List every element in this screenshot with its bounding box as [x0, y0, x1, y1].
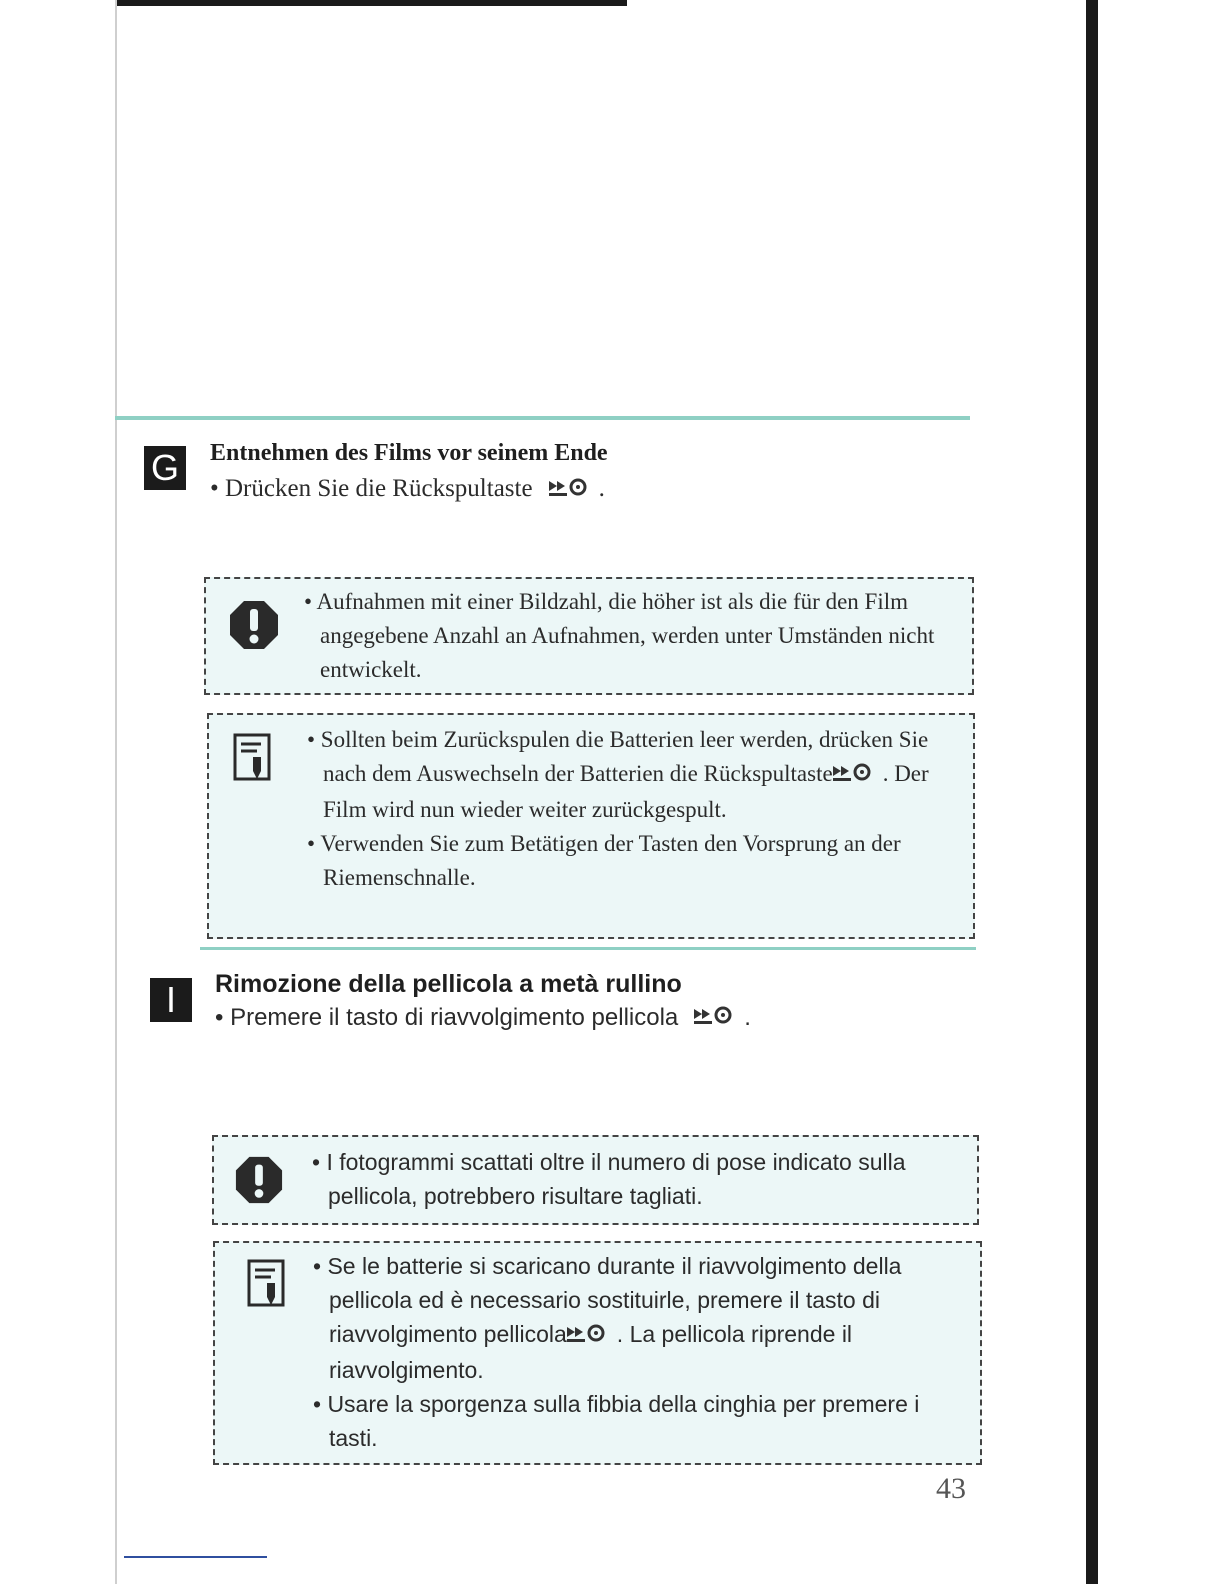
memo-item-1-text: • Se le batterie si scaricano durante il riavvolgimento della pellicola ed è necessario sostituirle, premere il tasto di riavvolgimento pellicola — [313, 1253, 902, 1347]
rewind-button-icon — [847, 759, 873, 793]
memo-icon — [233, 733, 273, 788]
language-badge-german: G — [144, 446, 186, 490]
rewind-button-icon — [581, 1319, 607, 1353]
caution-box-italian — [212, 1135, 979, 1225]
section-divider-german — [115, 416, 970, 420]
section-heading-italian: Rimozione della pellicola a metà rullino — [215, 970, 682, 998]
caution-box-german — [204, 577, 974, 695]
memo-box-german — [207, 713, 975, 939]
memo-item-1-end: . La pellicola riprende il riavvolgimento. — [329, 1321, 853, 1383]
bottom-edge-line — [124, 1556, 267, 1558]
caution-text: • Aufnahmen mit einer Bildzahl, die höher ist als die für den Film angegebene Anzahl an Aufnahmen, werden unter Umständen nicht entwickelt. — [304, 589, 935, 682]
caution-text: • I fotogrammi scattati oltre il numero di pose indicato sulla pellicola, potrebbero risultare tagliati. — [312, 1149, 906, 1209]
memo-item-1 — [307, 723, 957, 827]
rewind-button-icon — [547, 476, 589, 505]
memo-box-italian — [213, 1241, 982, 1465]
instruction-text: • Premere il tasto di riavvolgimento pellicola — [215, 1004, 679, 1031]
section-divider-italian — [200, 947, 976, 950]
memo-item-1-end: . Der Film wird nun wieder weiter zurückgespult. — [323, 761, 929, 822]
page-edge-top — [115, 0, 627, 6]
memo-icon — [247, 1259, 287, 1314]
instruction-end: . — [598, 475, 605, 502]
memo-item-2: • Verwenden Sie zum Betätigen der Tasten den Vorsprung an der Riemenschnalle. — [307, 830, 901, 890]
rewind-button-icon — [692, 1004, 734, 1033]
instruction-text: • Drücken Sie die Rückspultaste — [210, 475, 533, 502]
memo-item-1 — [313, 1249, 973, 1387]
instruction-italian — [215, 1004, 751, 1033]
instruction-german — [210, 475, 605, 505]
instruction-end: . — [744, 1004, 751, 1031]
section-heading-german: Entnehmen des Films vor seinem Ende — [210, 440, 608, 466]
memo-item-2: • Usare la sporgenza sulla fibbia della cinghia per premere i tasti. — [313, 1390, 920, 1451]
caution-icon — [234, 1155, 284, 1210]
memo-item-1-text: • Sollten beim Zurückspulen die Batterien leer werden, drücken Sie nach dem Auswechseln der Batterien die Rückspultaste — [307, 727, 929, 786]
caution-icon — [228, 599, 280, 656]
page-number: 43 — [936, 1472, 966, 1505]
language-badge-italian: I — [150, 978, 192, 1022]
page-edge-right — [1086, 0, 1098, 1584]
page-edge-left — [115, 0, 117, 1584]
